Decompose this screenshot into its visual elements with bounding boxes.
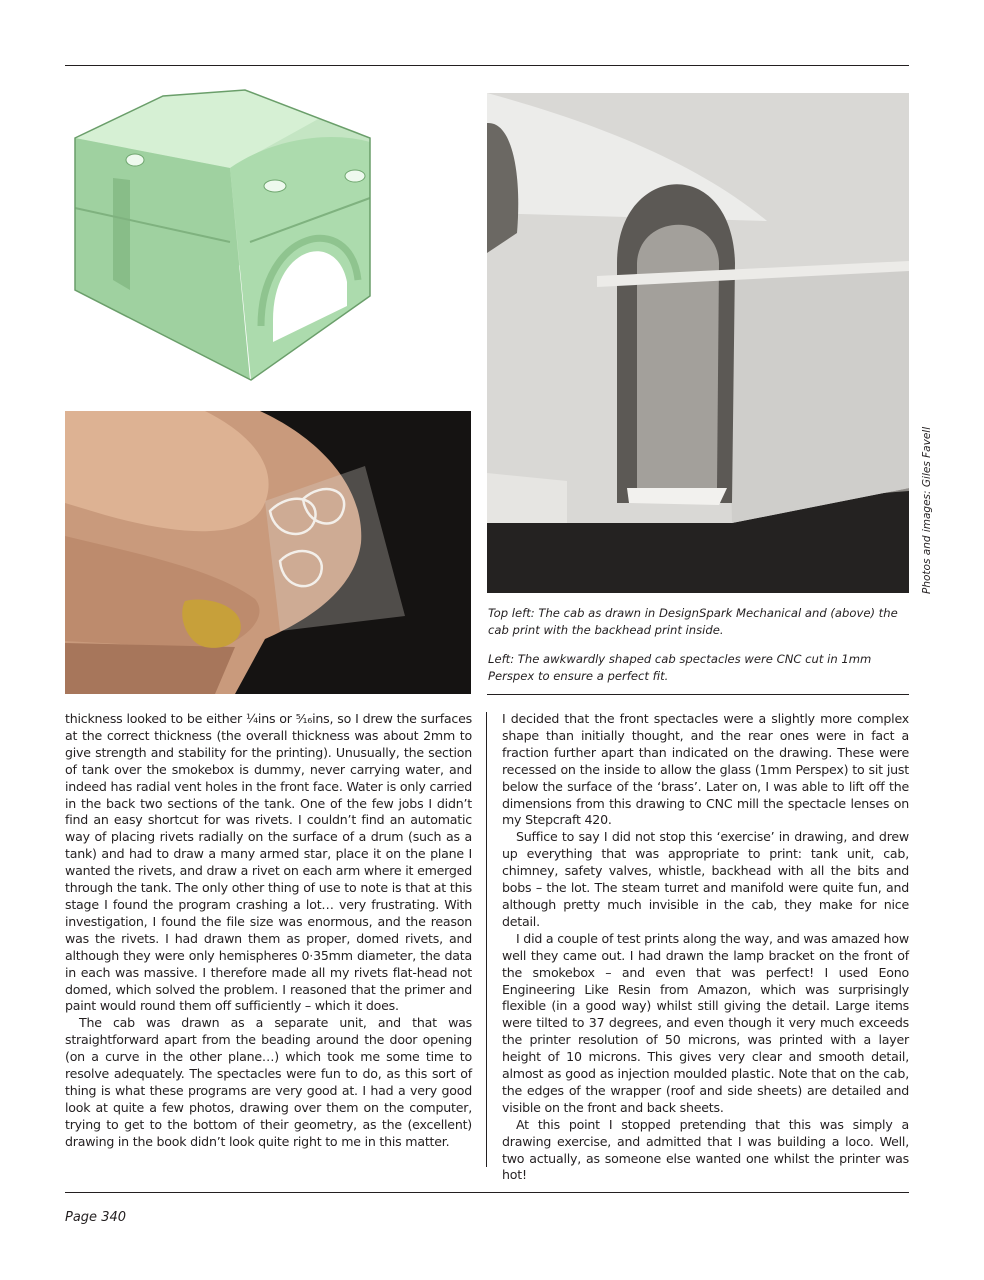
paragraph: thickness looked to be either ¼ins or ⁵⁄₁₆ins, so I drew the surfaces at the correct thickness (the overall thickness was about 2mm to give strength and stability for the printing). Unusually, the section of tank over the smokebox is dummy, never carrying water, and indeed has radial vent holes in the front face. Water is only carried in the back two sections of the tank. One of the few jobs I didn’t find an easy shortcut for was rivets. I couldn’t find an automatic way of placing rivets radially on the surface of a drum (such as a tank) and had to draw a many armed star, place it on the plane I wanted the rivets, and draw a rivet on each arm where it emerged through the tank. The only other thing of use to note is that at this stage I found the program crashing a lot… very frustrating. With investigation, I found the file size was enormous, and the reason was the rivets. I had drawn them as proper, domed rivets, and although they were only hemispheres 0·35mm diameter, the data in each was massive. I therefore made all my rivets flat-head not domed, which solved the problem. I reasoned that the primer and paint would round them off sufficiently – which it does. [65,711,472,1014]
caption-left: Left: The awkwardly shaped cab spectacles were CNC cut in 1mm Perspex to ensure a perfect fit. [488,652,872,683]
caption-top-left: Top left: The cab as drawn in DesignSpark Mechanical and (above) the cab print with the backhead print inside. [488,606,898,637]
cad-render-image [65,80,460,398]
photo-credit-text: Photos and images: Giles Favell [921,426,933,594]
perspex-lenses-photo [65,411,471,694]
column-separator [486,712,487,1167]
right-column [502,711,909,1184]
paragraph: I did a couple of test prints along the way, and was amazed how well they came out. I had drawn the lamp bracket on the front of the smokebox – and even that was perfect! I used Eono Engineering Like Resin from Amazon, which was surprisingly flexible (in a good way) whilst still giving the detail. Large items were tilted to 37 degrees, and even though it very much exceeds the printer resolution of 50 microns, was printed with a layer height of 10 microns. This gives very clear and smooth detail, almost as good as injection moulded plastic. Note that on the cab, the edges of the wrapper (roof and side sheets) are detailed and visible on the front and back sheets. [502,930,909,1115]
paragraph: I decided that the front spectacles were a slightly more complex shape than initially thought, and the rear ones were in fact a fraction further apart than indicated on the drawing. These were recessed on the inside to allow the glass (1mm Perspex) to sit just below the surface of the ‘brass’. Later on, I was able to lift off the dimensions from this drawing to CNC mill the spectacle lenses on my Stepcraft 420. [502,711,909,828]
left-column [65,711,472,1151]
top-rule [65,65,909,66]
paragraph: At this point I stopped pretending that this was simply a drawing exercise, and admitted that I was building a loco. Well, two actually, as someone else wanted one whilst the printer was hot! [502,1116,909,1183]
caption-rule [487,694,909,695]
printed-cab-photo [487,93,909,593]
photo-credit [920,426,934,594]
page-number: Page 340 [65,1210,127,1225]
paragraph: Suffice to say I did not stop this ‘exercise’ in drawing, and drew up everything that was appropriate to print: tank unit, cab, chimney, safety valves, whistle, backhead with all the bits and bobs – the lot. The steam turret and manifold were quite fun, and although pretty much invisible in the cab, they make for nice detail. [502,829,909,929]
paragraph: The cab was drawn as a separate unit, and that was straightforward apart from the beading around the door opening (on a curve in the other plane…) which took me some time to resolve adequately. The spectacles were fun to do, as this sort of thing is what these programs are very good at. I had a very good look at quite a few photos, drawing over them on the computer, trying to get to the bottom of their geometry, as the (excellent) drawing in the book didn’t look quite right to me in this matter. [65,1015,472,1149]
footer-rule [65,1192,909,1193]
